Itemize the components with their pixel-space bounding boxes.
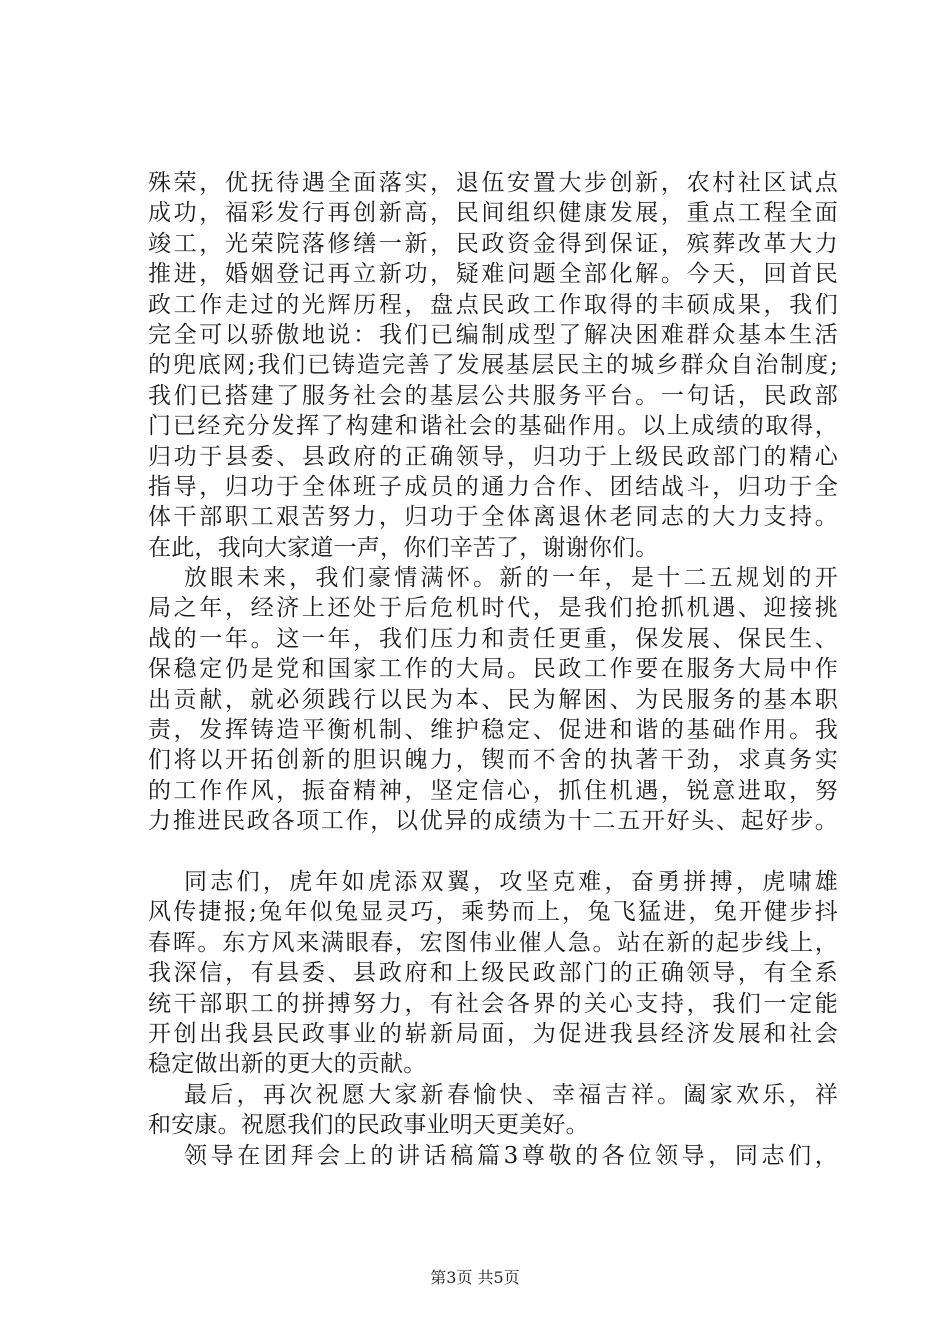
document-body <box>148 168 838 1171</box>
text-line: 我深信，有县委、县政府和上级民政部门的正确领导，有全系 <box>148 960 838 987</box>
text-line: 力推进民政各项工作，以优异的成绩为十二五开好头、起好步。 <box>148 808 838 835</box>
text-line: 领导在团拜会上的讲话稿篇3尊敬的各位领导，同志们， <box>184 1142 838 1169</box>
text-line: 归功于县委、县政府的正确领导，归功于上级民政部门的精心 <box>148 443 838 470</box>
text-line: 门已经充分发挥了构建和谐社会的基础作用。以上成绩的取得， <box>148 413 838 440</box>
text-line: 保稳定仍是党和国家工作的大局。民政工作要在服务大局中作 <box>148 656 838 683</box>
text-line: 推进，婚姻登记再立新功，疑难问题全部化解。今天，回首民 <box>148 261 838 288</box>
text-line: 在此，我向大家道一声，你们辛苦了，谢谢你们。 <box>148 534 659 561</box>
text-line: 春晖。东方风来满眼春，宏图伟业催人急。站在新的起步线上， <box>148 929 838 956</box>
text-line: 稳定做出新的更大的贡献。 <box>148 1051 427 1078</box>
text-line: 局之年，经济上还处于后危机时代，是我们抢抓机遇、迎接挑 <box>148 595 838 622</box>
text-line: 和安康。祝愿我们的民政事业明天更美好。 <box>148 1112 589 1139</box>
text-line: 统干部职工的拼搏努力，有社会各界的关心支持，我们一定能 <box>148 990 838 1017</box>
text-line: 风传捷报;兔年似兔显灵巧，乘势而上，兔飞猛进，兔开健步抖 <box>148 899 838 926</box>
text-line: 同志们，虎年如虎添双翼，攻坚克难，奋勇拼搏，虎啸雄 <box>184 868 838 895</box>
paragraph-gap <box>148 837 838 867</box>
text-line: 竣工，光荣院落修缮一新，民政资金得到保证，殡葬改革大力 <box>148 230 838 257</box>
text-line: 出贡献，就必须践行以民为本、民为解困、为民服务的基本职 <box>148 686 838 713</box>
text-line: 成功，福彩发行再创新高，民间组织健康发展，重点工程全面 <box>148 200 838 227</box>
text-line: 战的一年。这一年，我们压力和责任更重，保发展、保民生、 <box>148 625 838 652</box>
text-line: 的兜底网;我们已铸造完善了发展基层民主的城乡群众自治制度; <box>148 352 838 379</box>
text-line: 责，发挥铸造平衡机制、维护稳定、促进和谐的基础作用。我 <box>148 717 838 744</box>
text-line: 指导，归功于全体班子成员的通力合作、团结战斗，归功于全 <box>148 473 838 500</box>
text-line: 政工作走过的光辉历程，盘点民政工作取得的丰硕成果，我们 <box>148 291 838 318</box>
text-line: 们将以开拓创新的胆识魄力，锲而不舍的执著干劲，求真务实 <box>148 747 838 774</box>
text-line: 完全可以骄傲地说：我们已编制成型了解决困难群众基本生活 <box>148 321 838 348</box>
text-line: 我们已搭建了服务社会的基层公共服务平台。一句话，民政部 <box>148 382 838 409</box>
text-line: 殊荣，优抚待遇全面落实，退伍安置大步创新，农村社区试点 <box>148 170 838 196</box>
text-line: 的工作作风，振奋精神，坚定信心，抓住机遇，锐意进取，努 <box>148 777 838 804</box>
text-line: 最后，再次祝愿大家新春愉快、幸福吉祥。阖家欢乐，祥 <box>184 1081 838 1108</box>
text-line: 体干部职工艰苦努力，归功于全体离退休老同志的大力支持。 <box>148 504 838 531</box>
page-number: 第3页 共5页 <box>430 1268 520 1287</box>
text-line: 开创出我县民政事业的崭新局面，为促进我县经济发展和社会 <box>148 1020 838 1047</box>
text-line: 放眼未来，我们豪情满怀。新的一年，是十二五规划的开 <box>184 565 838 592</box>
